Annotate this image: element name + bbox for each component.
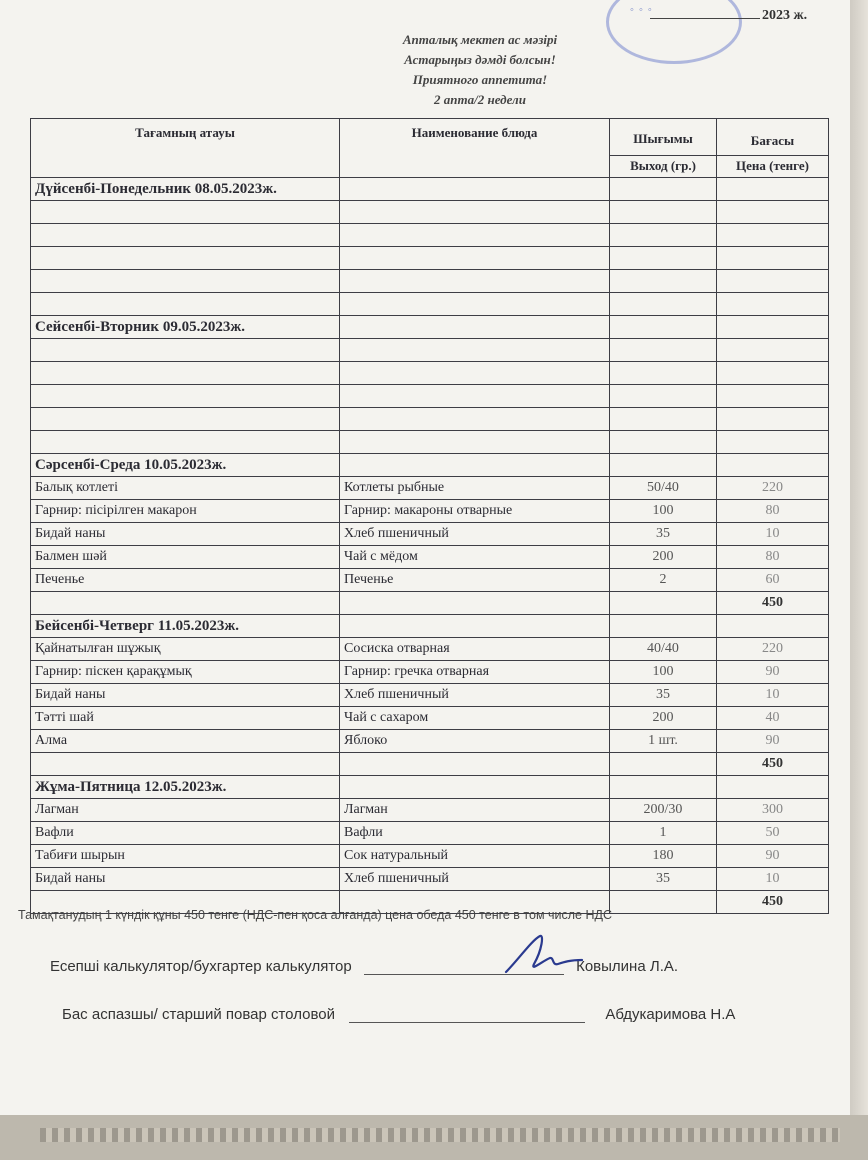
dish-row — [31, 500, 829, 523]
empty-cell — [31, 247, 340, 270]
empty-cell — [610, 753, 717, 776]
signature-line — [349, 1022, 585, 1023]
header-wish-kz: Астарыңыз дәмді болсын! — [404, 52, 556, 67]
page-edge — [850, 0, 868, 1115]
dish-name-kz: Вафли — [31, 822, 340, 845]
chef-label: Бас аспазшы/ старший повар столовой — [62, 1006, 335, 1023]
dish-price: 10 — [717, 684, 829, 707]
dish-name-kz: Гарнир: піскен қарақұмық — [31, 661, 340, 684]
dish-yield: 100 — [610, 661, 717, 684]
dish-name-ru: Яблоко — [340, 730, 610, 753]
empty-row — [31, 224, 829, 247]
empty-cell — [340, 592, 610, 615]
empty-cell — [610, 270, 717, 293]
dish-row — [31, 730, 829, 753]
dish-price: 90 — [717, 845, 829, 868]
empty-cell — [610, 408, 717, 431]
dish-name-kz: Балмен шәй — [31, 546, 340, 569]
menu-table — [30, 118, 829, 914]
dish-name-ru: Чай с мёдом — [340, 546, 610, 569]
dish-yield: 100 — [610, 500, 717, 523]
dish-name-ru: Чай с сахаром — [340, 707, 610, 730]
dish-name-kz: Печенье — [31, 569, 340, 592]
day-total: 450 — [717, 753, 829, 776]
dish-name-ru: Лагман — [340, 799, 610, 822]
empty-cell — [340, 178, 610, 201]
dish-row — [31, 569, 829, 592]
empty-cell — [340, 224, 610, 247]
empty-cell — [610, 178, 717, 201]
dish-name-ru: Хлеб пшеничный — [340, 523, 610, 546]
dish-yield: 200/30 — [610, 799, 717, 822]
dish-name-ru: Печенье — [340, 569, 610, 592]
empty-cell — [31, 339, 340, 362]
dish-name-kz: Табиғи шырын — [31, 845, 340, 868]
day-total: 450 — [717, 592, 829, 615]
day-title: Дүйсенбі-Понедельник 08.05.2023ж. — [31, 178, 340, 201]
binding-strip — [40, 1128, 840, 1142]
dish-yield: 35 — [610, 684, 717, 707]
dish-price: 220 — [717, 638, 829, 661]
empty-cell — [340, 293, 610, 316]
empty-cell — [717, 270, 829, 293]
empty-cell — [340, 776, 610, 799]
empty-cell — [610, 431, 717, 454]
empty-cell — [340, 454, 610, 477]
empty-cell — [717, 178, 829, 201]
dish-name-kz: Балық котлеті — [31, 477, 340, 500]
empty-cell — [610, 454, 717, 477]
dish-yield: 35 — [610, 523, 717, 546]
col-qty-ru: Выход (гр.) — [610, 155, 717, 177]
empty-cell — [717, 293, 829, 316]
dish-name-ru: Гарнир: гречка отварная — [340, 661, 610, 684]
day-row — [31, 454, 829, 477]
empty-row — [31, 270, 829, 293]
dish-row — [31, 638, 829, 661]
col-price-kz: Бағасы — [717, 119, 829, 156]
empty-cell — [31, 753, 340, 776]
dish-yield: 180 — [610, 845, 717, 868]
empty-cell — [31, 270, 340, 293]
empty-cell — [717, 408, 829, 431]
day-row — [31, 316, 829, 339]
col-name-ru: Наименование блюда — [340, 119, 610, 178]
dish-yield: 1 — [610, 822, 717, 845]
stamp-lettering: ◦ ◦ ◦ — [630, 4, 653, 16]
dish-yield: 2 — [610, 569, 717, 592]
menu-header — [300, 30, 660, 110]
menu-table-body — [31, 178, 829, 914]
accountant-name: Ковылина Л.А. — [576, 958, 679, 975]
dish-yield: 200 — [610, 707, 717, 730]
dish-price: 10 — [717, 523, 829, 546]
empty-cell — [717, 201, 829, 224]
dish-price: 60 — [717, 569, 829, 592]
dish-row — [31, 684, 829, 707]
empty-row — [31, 247, 829, 270]
dish-price: 80 — [717, 500, 829, 523]
col-price-ru: Цена (тенге) — [717, 155, 829, 177]
day-title: Сәрсенбі-Среда 10.05.2023ж. — [31, 454, 340, 477]
empty-row — [31, 408, 829, 431]
empty-cell — [31, 385, 340, 408]
dish-price: 300 — [717, 799, 829, 822]
empty-cell — [610, 385, 717, 408]
empty-row — [31, 431, 829, 454]
dish-name-ru: Вафли — [340, 822, 610, 845]
empty-cell — [340, 339, 610, 362]
empty-row — [31, 385, 829, 408]
dish-price: 50 — [717, 822, 829, 845]
dish-row — [31, 707, 829, 730]
empty-cell — [340, 201, 610, 224]
total-row — [31, 753, 829, 776]
empty-cell — [340, 385, 610, 408]
dish-name-ru: Хлеб пшеничный — [340, 868, 610, 891]
day-row — [31, 615, 829, 638]
dish-name-kz: Бидай наны — [31, 684, 340, 707]
dish-row — [31, 845, 829, 868]
empty-cell — [610, 293, 717, 316]
dish-price: 220 — [717, 477, 829, 500]
day-title: Жұма-Пятница 12.05.2023ж. — [31, 776, 340, 799]
dish-name-ru: Хлеб пшеничный — [340, 684, 610, 707]
empty-cell — [340, 431, 610, 454]
empty-cell — [717, 339, 829, 362]
empty-cell — [31, 408, 340, 431]
header-title-kz: Апталық мектеп ас мәзірі — [402, 32, 558, 47]
day-total: 450 — [717, 891, 829, 914]
empty-cell — [610, 362, 717, 385]
empty-cell — [610, 615, 717, 638]
dish-row — [31, 799, 829, 822]
empty-cell — [717, 362, 829, 385]
dish-yield: 1 шт. — [610, 730, 717, 753]
dish-row — [31, 661, 829, 684]
approval-date — [650, 8, 807, 24]
empty-cell — [717, 431, 829, 454]
day-title: Бейсенбі-Четверг 11.05.2023ж. — [31, 615, 340, 638]
empty-row — [31, 201, 829, 224]
empty-cell — [717, 776, 829, 799]
empty-cell — [340, 362, 610, 385]
empty-cell — [610, 592, 717, 615]
dish-price: 90 — [717, 730, 829, 753]
dish-name-kz: Бидай наны — [31, 523, 340, 546]
empty-cell — [340, 316, 610, 339]
empty-cell — [31, 293, 340, 316]
empty-cell — [31, 224, 340, 247]
dish-row — [31, 477, 829, 500]
dish-name-ru: Сок натуральный — [340, 845, 610, 868]
price-note: Тамақтанудың 1 күндік құны 450 тенге (НДС-пен қоса алғанда) цена обеда 450 тенге в том числе НДС — [18, 908, 613, 922]
empty-cell — [340, 270, 610, 293]
dish-name-kz: Тәтті шай — [31, 707, 340, 730]
dish-name-ru: Котлеты рыбные — [340, 477, 610, 500]
empty-cell — [717, 615, 829, 638]
empty-cell — [610, 247, 717, 270]
empty-row — [31, 339, 829, 362]
empty-cell — [610, 339, 717, 362]
empty-cell — [717, 385, 829, 408]
dish-name-kz: Қайнатылған шұжық — [31, 638, 340, 661]
col-name-kz: Тағамның атауы — [31, 119, 340, 178]
empty-cell — [717, 316, 829, 339]
empty-cell — [610, 224, 717, 247]
empty-cell — [31, 201, 340, 224]
dish-name-kz: Лагман — [31, 799, 340, 822]
dish-name-ru: Сосиска отварная — [340, 638, 610, 661]
dish-price: 80 — [717, 546, 829, 569]
header-week: 2 апта/2 недели — [434, 92, 526, 107]
empty-cell — [340, 615, 610, 638]
empty-cell — [31, 362, 340, 385]
header-wish-ru: Приятного аппетита! — [412, 72, 548, 87]
dish-yield: 50/40 — [610, 477, 717, 500]
handwritten-signature — [498, 930, 588, 980]
dish-name-kz: Бидай наны — [31, 868, 340, 891]
total-row — [31, 592, 829, 615]
empty-cell — [610, 201, 717, 224]
dish-yield: 35 — [610, 868, 717, 891]
accountant-label: Есепші калькулятор/бухгартер калькулятор — [50, 958, 352, 975]
approval-year: 2023 ж. — [762, 8, 808, 23]
empty-cell — [610, 891, 717, 914]
dish-yield: 40/40 — [610, 638, 717, 661]
dish-name-ru: Гарнир: макароны отварные — [340, 500, 610, 523]
empty-cell — [717, 247, 829, 270]
dish-row — [31, 546, 829, 569]
empty-row — [31, 362, 829, 385]
dish-row — [31, 523, 829, 546]
dish-price: 90 — [717, 661, 829, 684]
day-row — [31, 178, 829, 201]
day-title: Сейсенбі-Вторник 09.05.2023ж. — [31, 316, 340, 339]
chef-signature-row — [62, 1006, 735, 1023]
dish-price: 10 — [717, 868, 829, 891]
empty-cell — [717, 454, 829, 477]
dish-yield: 200 — [610, 546, 717, 569]
dish-price: 40 — [717, 707, 829, 730]
col-qty-kz: Шығымы — [610, 119, 717, 156]
dish-row — [31, 868, 829, 891]
day-row — [31, 776, 829, 799]
empty-cell — [340, 753, 610, 776]
empty-cell — [31, 431, 340, 454]
empty-cell — [31, 592, 340, 615]
empty-row — [31, 293, 829, 316]
chef-name: Абдукаримова Н.А — [605, 1006, 736, 1023]
empty-cell — [340, 247, 610, 270]
dish-name-kz: Алма — [31, 730, 340, 753]
dish-name-kz: Гарнир: пісірілген макарон — [31, 500, 340, 523]
table-header-row — [31, 119, 829, 156]
empty-cell — [340, 408, 610, 431]
empty-cell — [717, 224, 829, 247]
empty-cell — [610, 316, 717, 339]
dish-row — [31, 822, 829, 845]
empty-cell — [610, 776, 717, 799]
